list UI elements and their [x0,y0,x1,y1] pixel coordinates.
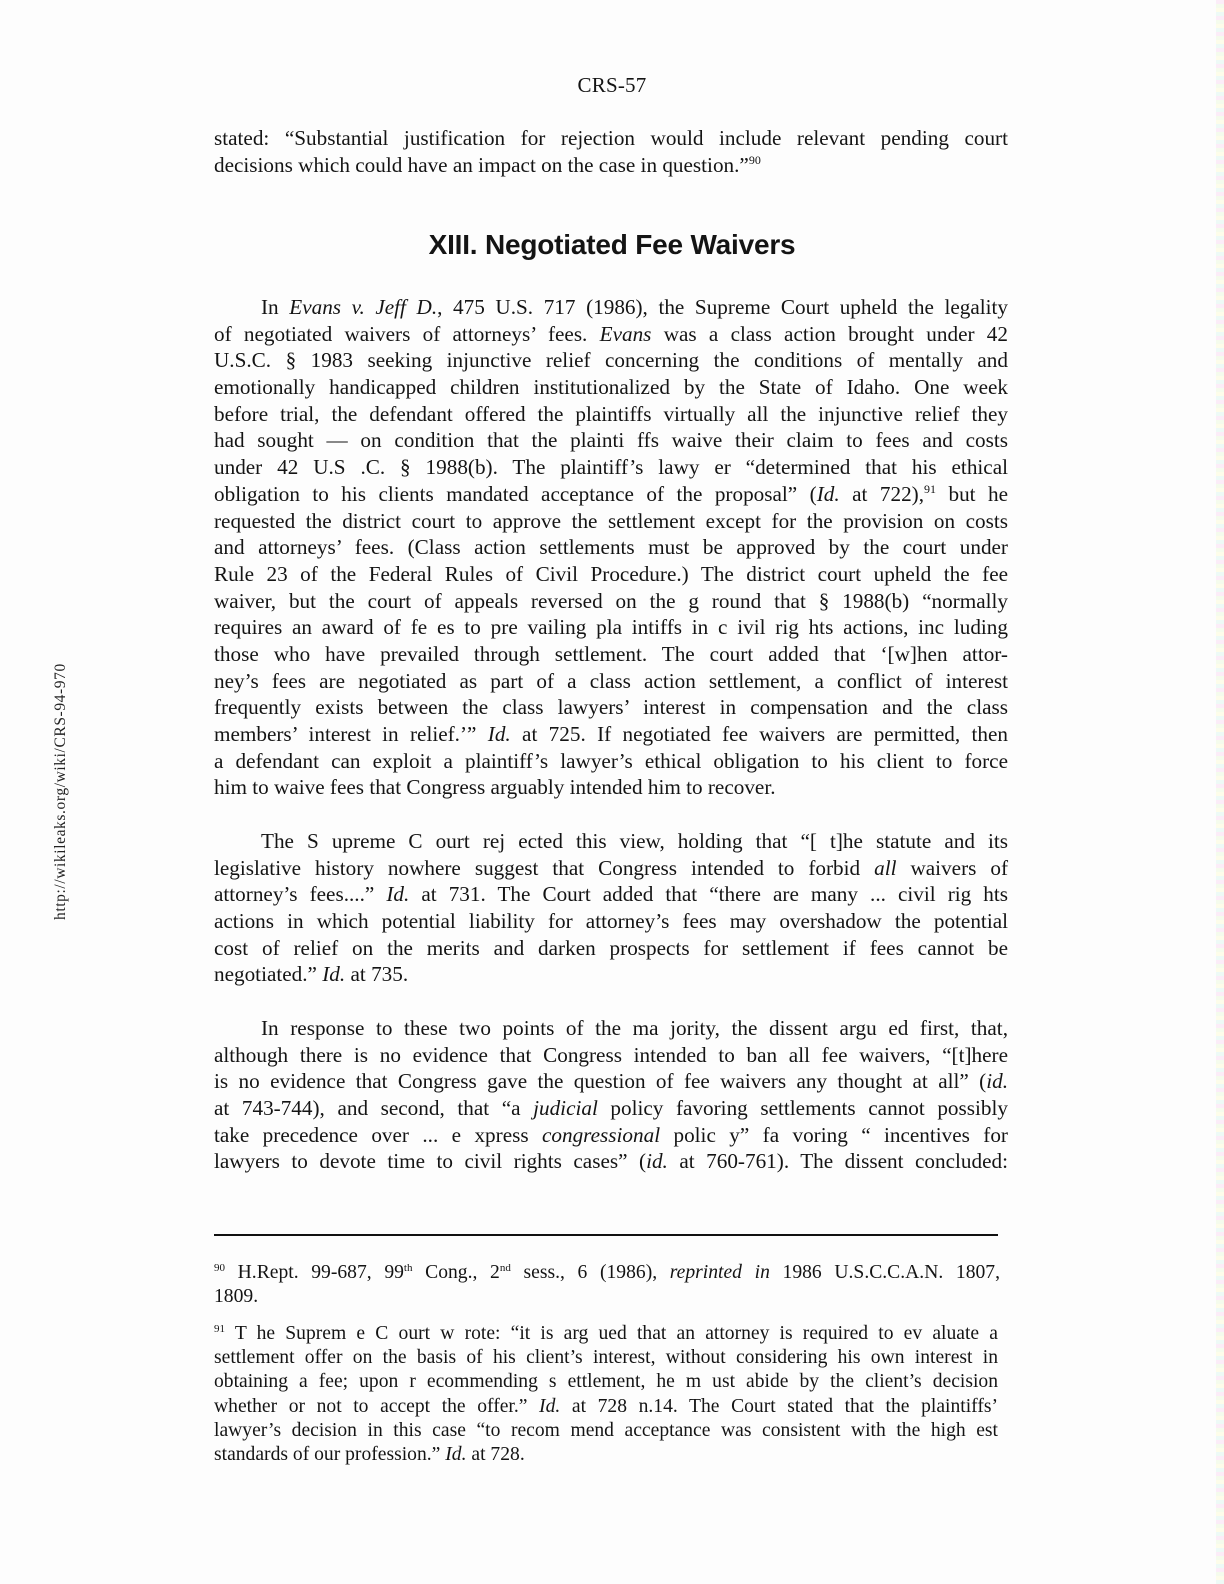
footnote-ref-91: 91 [924,481,937,496]
text: obligation to his clients mandated acceptance of the proposal” ( [214,481,817,506]
ordinal-suffix: nd [499,1262,511,1274]
text: In [261,295,290,319]
text: standards of our profession.” [214,1443,446,1465]
text: T he Suprem e C ourt w rote: “it is arg ued that an attorney is required to ev aluate a [225,1323,998,1344]
text: H.Rept. 99-687, 99 [225,1262,404,1283]
paragraph-line: In response to these two points of the ma jority, the dissent argu ed first, that, [261,1016,1008,1040]
citation-id: Id. [539,1395,561,1417]
text: of negotiated waivers of attorneys’ fees. [214,321,600,346]
text: at 735. [345,962,409,987]
text: at 731. The Court added that “there are many ... civil rig hts [409,882,1009,907]
case-name: Evans v. Jeff D. [289,295,438,319]
text: attorney’s fees....” [214,882,387,907]
paragraph-line [214,855,1008,882]
paragraph-line [214,721,1008,748]
citation-id: Id. [816,481,840,506]
emphasis: reprinted in [669,1262,770,1283]
text: at 743-744), and second, that “a [214,1096,534,1121]
text: at 728 n.14. The Court stated that the plaintiffs’ [560,1395,998,1417]
footnote-line [214,1261,1000,1285]
emphasis: judicial [533,1096,598,1121]
paragraph-line: requested the district court to approve the settlement except for the provision on costs [214,508,1008,533]
paragraph-line [214,1095,1008,1122]
text: 1986 U.S.C.C.A.N. 1807, [769,1262,1000,1283]
text: members’ interest in relief.’” [214,722,488,746]
paragraph-line: requires an award of fe es to pre vailing pla intiffs in c ivil rig hts actions, inc luding [214,615,1008,640]
text: at 728. [466,1443,525,1465]
paragraph-line: Rule 23 of the Federal Rules of Civil Procedure.) The district court upheld the fee [214,561,1008,586]
paragraph-line: had sought — on condition that the plainti ffs waive their claim to fees and costs [214,428,1008,453]
paragraph-line: those who have prevailed through settlement. The court added that ‘[w]hen attor- [214,641,1008,666]
footnote-divider [214,1234,998,1236]
footnote-line [214,1322,998,1346]
citation-id: id. [986,1069,1008,1094]
citation-id: Id. [487,722,511,746]
paragraph-line: U.S.C. § 1983 seeking injunctive relief concerning the conditions of mentally and [214,348,1008,373]
text: was a class action brought under 42 [651,321,1008,346]
text: whether or not to accept the offer.” [214,1395,540,1417]
citation-id: Id. [445,1443,467,1465]
footnote-number: 90 [214,1262,225,1274]
footnote-ref-90: 90 [748,152,761,167]
intro-text: decisions which could have an impact on the case in question.” [214,152,749,177]
citation-id: Id. [386,882,410,907]
paragraph-line: The S upreme C ourt rej ected this view, holding that “[ t]he statute and its [261,829,1008,853]
paragraph-line: although there is no evidence that Congress intended to ban all fee waivers, “[t]here [214,1042,1008,1067]
paragraph-line [214,961,1008,988]
footnote-line: settlement offer on the basis of his client’s interest, without considering his own interest in [214,1347,998,1369]
paragraph-line [214,881,1008,908]
text: negotiated.” [214,962,323,987]
footnote-line [214,1395,998,1419]
paragraph-line: him to waive fees that Congress arguably intended him to recover. [214,775,776,800]
text: policy favoring settlements cannot possibly [597,1096,1008,1121]
text: Cong., 2 [412,1262,500,1283]
paragraph-line: a defendant can exploit a plaintiff’s lawyer’s ethical obligation to his client to force [214,748,1008,773]
text: is no evidence that Congress gave the question of fee waivers any thought at all” ( [214,1069,987,1094]
text: polic y” fa voring “ incentives for [660,1122,1008,1147]
footnote-line: obtaining a fee; upon r ecommending s ettlement, he m ust abide by the client’s decision [214,1371,998,1393]
paragraph-line: cost of relief on the merits and darken prospects for settlement if fees cannot be [214,935,1008,960]
paragraph-line [214,294,1008,321]
paragraph-line [214,1068,1008,1095]
paragraph-2 [214,828,1008,988]
paragraph-line: frequently exists between the class lawyers’ interest in compensation and the class [214,695,1008,720]
paragraph-line: emotionally handicapped children institutionalized by the State of Idaho. One week [214,375,1008,400]
paragraph-line: ney’s fees are negotiated as part of a class action settlement, a conflict of interest [214,668,1008,693]
text: but he [936,481,1009,506]
paragraph-line: and attorneys’ fees. (Class action settlements must be approved by the court under [214,535,1008,560]
footnote-line [214,1443,998,1467]
text: at 722), [839,481,925,506]
paragraph-1 [214,294,1008,801]
paragraph-line [214,321,1008,348]
paragraph-line: waiver, but the court of appeals reversed on the g round that § 1988(b) “normally [214,588,1008,613]
intro-paragraph [214,125,1008,178]
footnote-number: 91 [214,1323,225,1335]
emphasis: all [874,855,897,880]
text: at 760-761). The dissent concluded: [667,1149,1008,1174]
paragraph-3 [214,1015,1008,1175]
paragraph-line [214,1148,1008,1175]
paragraph-line: before trial, the defendant offered the plaintiffs virtually all the injunctive relief they [214,401,1008,426]
text: waivers of [896,855,1008,880]
footnote-91 [214,1322,998,1467]
text: legislative history nowhere suggest that Congress intended to forbid [214,855,875,880]
text: at 725. If negotiated fee waivers are permitted, then [510,722,1009,746]
footnote-90 [214,1261,1000,1309]
citation-id: Id. [322,962,346,987]
footnote-line: 1809. [214,1286,259,1308]
text: sess., 6 (1986), [510,1262,670,1283]
text: , 475 U.S. 717 (1986), the Supreme Court upheld the legality [437,295,1008,319]
paragraph-line [214,481,1008,508]
citation-id: id. [646,1149,668,1174]
page-number: CRS-57 [577,73,647,97]
side-url-watermark: http://wikileaks.org/wiki/CRS-94-970 [52,663,69,920]
paragraph-line: under 42 U.S .C. § 1988(b). The plaintiff’s lawy er “determined that his ethical [214,455,1008,480]
footnote-line: lawyer’s decision in this case “to recom mend acceptance was consistent with the high est [214,1419,998,1441]
ordinal-suffix: th [403,1262,413,1274]
paragraph-line: actions in which potential liability for attorney’s fees may overshadow the potential [214,909,1008,934]
text: take precedence over ... e xpress [214,1122,542,1147]
intro-line: stated: “Substantial justification for rejection would include relevant pending court [214,126,1008,150]
intro-line [214,152,1008,179]
case-name: Evans [599,321,652,346]
section-heading: XIII. Negotiated Fee Waivers [428,229,796,260]
emphasis: congressional [542,1122,661,1147]
text: lawyers to devote time to civil rights cases” ( [214,1149,647,1174]
paragraph-line [214,1122,1008,1149]
